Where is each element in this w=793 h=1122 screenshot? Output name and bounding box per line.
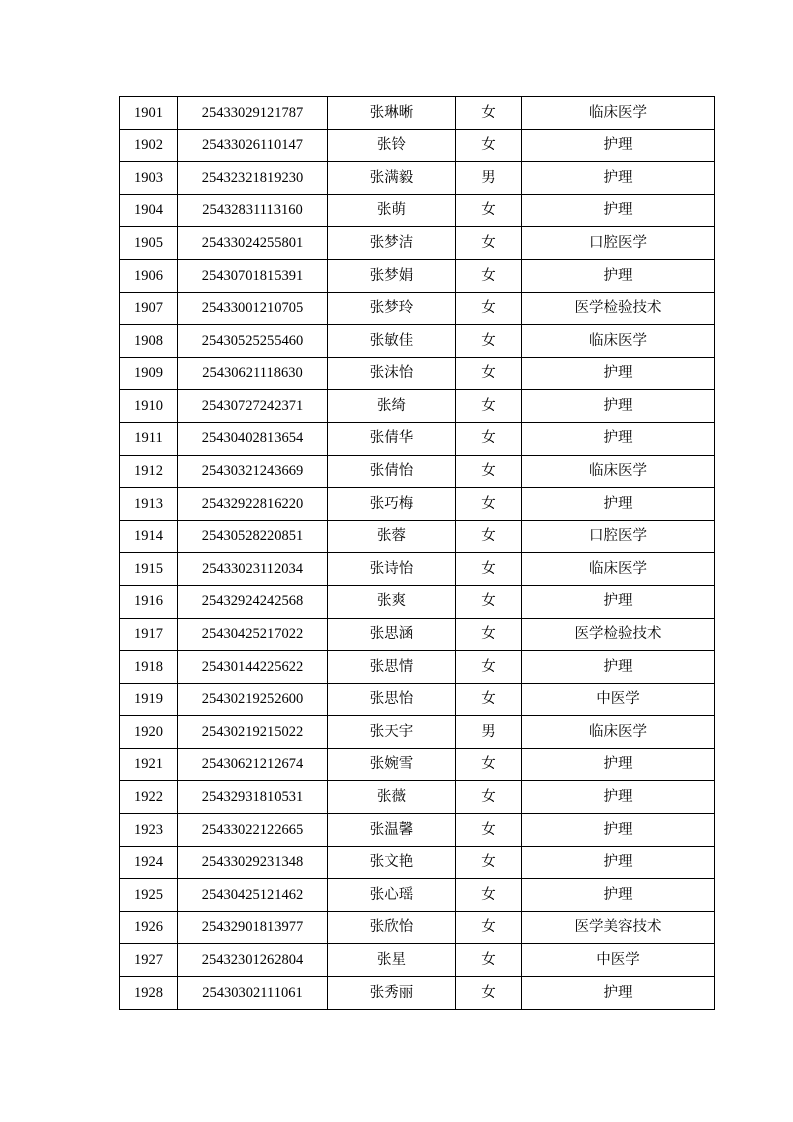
table-row bbox=[120, 748, 715, 781]
candidate-id-cell: 25432831113160 bbox=[178, 194, 328, 227]
serial-number-cell: 1921 bbox=[120, 748, 178, 781]
candidate-id-cell: 25430321243669 bbox=[178, 455, 328, 488]
candidate-id-cell: 25433001210705 bbox=[178, 292, 328, 325]
candidate-id-cell: 25430701815391 bbox=[178, 259, 328, 292]
serial-number-cell: 1925 bbox=[120, 879, 178, 912]
student-name-cell: 张诗怡 bbox=[328, 553, 456, 586]
major-cell: 医学检验技术 bbox=[522, 292, 715, 325]
table-row bbox=[120, 651, 715, 684]
table-row bbox=[120, 781, 715, 814]
student-name-cell: 张倩怡 bbox=[328, 455, 456, 488]
student-name-cell: 张薇 bbox=[328, 781, 456, 814]
student-name-cell: 张文艳 bbox=[328, 846, 456, 879]
table-row bbox=[120, 814, 715, 847]
serial-number-cell: 1918 bbox=[120, 651, 178, 684]
candidate-id-cell: 25433029231348 bbox=[178, 846, 328, 879]
table-row bbox=[120, 846, 715, 879]
gender-cell: 女 bbox=[456, 259, 522, 292]
table-row bbox=[120, 227, 715, 260]
gender-cell: 女 bbox=[456, 422, 522, 455]
candidate-id-cell: 25430621212674 bbox=[178, 748, 328, 781]
student-name-cell: 张蓉 bbox=[328, 520, 456, 553]
table-row bbox=[120, 520, 715, 553]
candidate-id-cell: 25430402813654 bbox=[178, 422, 328, 455]
candidate-id-cell: 25430425217022 bbox=[178, 618, 328, 651]
candidate-id-cell: 25433026110147 bbox=[178, 129, 328, 162]
candidate-id-cell: 25433023112034 bbox=[178, 553, 328, 586]
roster-table-body bbox=[120, 97, 715, 1010]
serial-number-cell: 1920 bbox=[120, 716, 178, 749]
serial-number-cell: 1904 bbox=[120, 194, 178, 227]
serial-number-cell: 1928 bbox=[120, 977, 178, 1010]
major-cell: 护理 bbox=[522, 259, 715, 292]
candidate-id-cell: 25430425121462 bbox=[178, 879, 328, 912]
candidate-id-cell: 25430727242371 bbox=[178, 390, 328, 423]
candidate-id-cell: 25430621118630 bbox=[178, 357, 328, 390]
table-row bbox=[120, 422, 715, 455]
major-cell: 护理 bbox=[522, 129, 715, 162]
table-row bbox=[120, 455, 715, 488]
student-name-cell: 张梦玲 bbox=[328, 292, 456, 325]
major-cell: 护理 bbox=[522, 814, 715, 847]
gender-cell: 女 bbox=[456, 129, 522, 162]
major-cell: 护理 bbox=[522, 748, 715, 781]
candidate-id-cell: 25432922816220 bbox=[178, 488, 328, 521]
gender-cell: 女 bbox=[456, 846, 522, 879]
candidate-id-cell: 25430302111061 bbox=[178, 977, 328, 1010]
student-name-cell: 张欣怡 bbox=[328, 911, 456, 944]
major-cell: 医学检验技术 bbox=[522, 618, 715, 651]
serial-number-cell: 1901 bbox=[120, 97, 178, 130]
candidate-id-cell: 25432924242568 bbox=[178, 585, 328, 618]
student-name-cell: 张琳晰 bbox=[328, 97, 456, 130]
gender-cell: 女 bbox=[456, 553, 522, 586]
gender-cell: 女 bbox=[456, 292, 522, 325]
serial-number-cell: 1911 bbox=[120, 422, 178, 455]
student-name-cell: 张秀丽 bbox=[328, 977, 456, 1010]
student-name-cell: 张心瑶 bbox=[328, 879, 456, 912]
candidate-id-cell: 25432901813977 bbox=[178, 911, 328, 944]
table-row bbox=[120, 944, 715, 977]
student-name-cell: 张沫怡 bbox=[328, 357, 456, 390]
serial-number-cell: 1922 bbox=[120, 781, 178, 814]
table-row bbox=[120, 879, 715, 912]
student-name-cell: 张敏佳 bbox=[328, 325, 456, 358]
gender-cell: 女 bbox=[456, 585, 522, 618]
gender-cell: 女 bbox=[456, 455, 522, 488]
major-cell: 中医学 bbox=[522, 683, 715, 716]
serial-number-cell: 1906 bbox=[120, 259, 178, 292]
student-name-cell: 张天宇 bbox=[328, 716, 456, 749]
serial-number-cell: 1907 bbox=[120, 292, 178, 325]
serial-number-cell: 1919 bbox=[120, 683, 178, 716]
serial-number-cell: 1915 bbox=[120, 553, 178, 586]
major-cell: 护理 bbox=[522, 357, 715, 390]
table-row bbox=[120, 357, 715, 390]
table-row bbox=[120, 716, 715, 749]
serial-number-cell: 1916 bbox=[120, 585, 178, 618]
candidate-id-cell: 25433024255801 bbox=[178, 227, 328, 260]
major-cell: 护理 bbox=[522, 846, 715, 879]
major-cell: 护理 bbox=[522, 977, 715, 1010]
serial-number-cell: 1913 bbox=[120, 488, 178, 521]
table-row bbox=[120, 911, 715, 944]
table-row bbox=[120, 390, 715, 423]
major-cell: 护理 bbox=[522, 162, 715, 195]
serial-number-cell: 1926 bbox=[120, 911, 178, 944]
gender-cell: 女 bbox=[456, 227, 522, 260]
candidate-id-cell: 25430219252600 bbox=[178, 683, 328, 716]
gender-cell: 女 bbox=[456, 325, 522, 358]
student-name-cell: 张倩华 bbox=[328, 422, 456, 455]
candidate-id-cell: 25432301262804 bbox=[178, 944, 328, 977]
major-cell: 临床医学 bbox=[522, 716, 715, 749]
student-name-cell: 张爽 bbox=[328, 585, 456, 618]
major-cell: 临床医学 bbox=[522, 553, 715, 586]
table-row bbox=[120, 488, 715, 521]
candidate-id-cell: 25430219215022 bbox=[178, 716, 328, 749]
gender-cell: 女 bbox=[456, 977, 522, 1010]
serial-number-cell: 1914 bbox=[120, 520, 178, 553]
major-cell: 口腔医学 bbox=[522, 227, 715, 260]
table-row bbox=[120, 585, 715, 618]
serial-number-cell: 1927 bbox=[120, 944, 178, 977]
candidate-id-cell: 25432321819230 bbox=[178, 162, 328, 195]
major-cell: 护理 bbox=[522, 585, 715, 618]
gender-cell: 女 bbox=[456, 944, 522, 977]
candidate-id-cell: 25430525255460 bbox=[178, 325, 328, 358]
candidate-id-cell: 25433022122665 bbox=[178, 814, 328, 847]
student-name-cell: 张梦洁 bbox=[328, 227, 456, 260]
gender-cell: 女 bbox=[456, 781, 522, 814]
gender-cell: 女 bbox=[456, 390, 522, 423]
student-name-cell: 张思怡 bbox=[328, 683, 456, 716]
gender-cell: 男 bbox=[456, 716, 522, 749]
gender-cell: 女 bbox=[456, 879, 522, 912]
serial-number-cell: 1924 bbox=[120, 846, 178, 879]
candidate-id-cell: 25432931810531 bbox=[178, 781, 328, 814]
major-cell: 护理 bbox=[522, 422, 715, 455]
gender-cell: 男 bbox=[456, 162, 522, 195]
major-cell: 护理 bbox=[522, 194, 715, 227]
table-row bbox=[120, 97, 715, 130]
table-row bbox=[120, 129, 715, 162]
student-name-cell: 张星 bbox=[328, 944, 456, 977]
gender-cell: 女 bbox=[456, 651, 522, 684]
table-row bbox=[120, 977, 715, 1010]
serial-number-cell: 1903 bbox=[120, 162, 178, 195]
table-row bbox=[120, 162, 715, 195]
roster-table bbox=[119, 96, 715, 1010]
student-name-cell: 张铃 bbox=[328, 129, 456, 162]
serial-number-cell: 1902 bbox=[120, 129, 178, 162]
serial-number-cell: 1923 bbox=[120, 814, 178, 847]
student-name-cell: 张萌 bbox=[328, 194, 456, 227]
major-cell: 临床医学 bbox=[522, 97, 715, 130]
major-cell: 护理 bbox=[522, 390, 715, 423]
major-cell: 口腔医学 bbox=[522, 520, 715, 553]
gender-cell: 女 bbox=[456, 488, 522, 521]
gender-cell: 女 bbox=[456, 683, 522, 716]
table-row bbox=[120, 325, 715, 358]
serial-number-cell: 1917 bbox=[120, 618, 178, 651]
table-row bbox=[120, 259, 715, 292]
major-cell: 临床医学 bbox=[522, 325, 715, 358]
candidate-id-cell: 25433029121787 bbox=[178, 97, 328, 130]
serial-number-cell: 1912 bbox=[120, 455, 178, 488]
student-name-cell: 张巧梅 bbox=[328, 488, 456, 521]
major-cell: 护理 bbox=[522, 488, 715, 521]
gender-cell: 女 bbox=[456, 194, 522, 227]
gender-cell: 女 bbox=[456, 814, 522, 847]
major-cell: 护理 bbox=[522, 781, 715, 814]
table-row bbox=[120, 292, 715, 325]
table-row bbox=[120, 618, 715, 651]
major-cell: 临床医学 bbox=[522, 455, 715, 488]
gender-cell: 女 bbox=[456, 520, 522, 553]
candidate-id-cell: 25430528220851 bbox=[178, 520, 328, 553]
student-name-cell: 张婉雪 bbox=[328, 748, 456, 781]
serial-number-cell: 1909 bbox=[120, 357, 178, 390]
gender-cell: 女 bbox=[456, 911, 522, 944]
major-cell: 中医学 bbox=[522, 944, 715, 977]
major-cell: 护理 bbox=[522, 651, 715, 684]
table-row bbox=[120, 194, 715, 227]
table-row bbox=[120, 683, 715, 716]
student-name-cell: 张绮 bbox=[328, 390, 456, 423]
major-cell: 医学美容技术 bbox=[522, 911, 715, 944]
student-name-cell: 张思情 bbox=[328, 651, 456, 684]
student-name-cell: 张梦娟 bbox=[328, 259, 456, 292]
table-row bbox=[120, 553, 715, 586]
gender-cell: 女 bbox=[456, 618, 522, 651]
gender-cell: 女 bbox=[456, 748, 522, 781]
student-name-cell: 张温馨 bbox=[328, 814, 456, 847]
serial-number-cell: 1905 bbox=[120, 227, 178, 260]
student-name-cell: 张满毅 bbox=[328, 162, 456, 195]
candidate-id-cell: 25430144225622 bbox=[178, 651, 328, 684]
student-name-cell: 张思涵 bbox=[328, 618, 456, 651]
serial-number-cell: 1908 bbox=[120, 325, 178, 358]
major-cell: 护理 bbox=[522, 879, 715, 912]
gender-cell: 女 bbox=[456, 97, 522, 130]
gender-cell: 女 bbox=[456, 357, 522, 390]
serial-number-cell: 1910 bbox=[120, 390, 178, 423]
